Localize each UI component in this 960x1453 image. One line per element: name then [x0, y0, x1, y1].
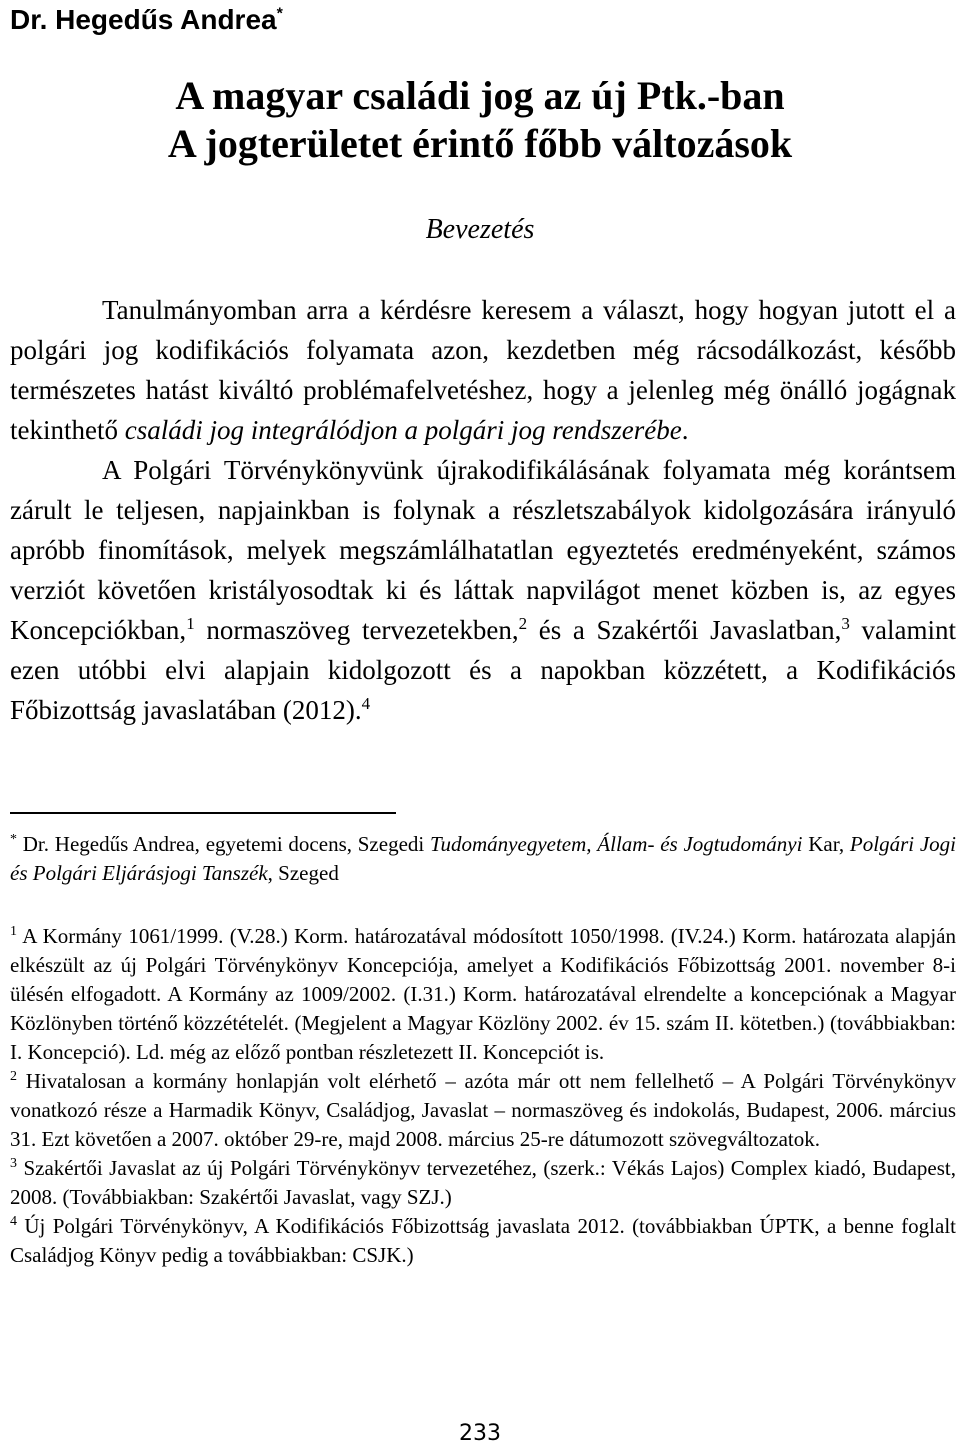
footnote-1-text: A Kormány 1061/1999. (V.28.) Korm. határozatával módosított 1050/1998. (IV.24.) Korm. határozata alapján elkészült az új Polgári Törvénykönyv Koncepciója, amelyet a Kodifikációs Főbizottság 2001. november 8-i ülésén elfogadott. A Kormány az 1009/2002. (I.31.) Korm. határozatával elrendelte a koncepciónak a Magyar Közlönyben történő közzétételét. (Megjelent a Magyar Közlöny 2002. év 15. szám II. kötetben.) (továbbiakban: I. Koncepció). Ld. még az előző pontban részletezett II. Koncepciót is. [10, 924, 956, 1064]
footnote-separator [10, 812, 396, 814]
section-heading: Bevezetés [425, 214, 535, 245]
footnote-1-number: 1 [10, 924, 17, 939]
paragraph-2 [10, 450, 956, 730]
footnote-ref-2[interactable]: 2 [518, 614, 528, 633]
page-number: 233 [459, 1421, 501, 1446]
footnote-author-text-e: , Szeged [267, 861, 339, 885]
footnote-ref-1[interactable]: 1 [186, 614, 195, 633]
footnote-2-text: Hivatalosan a kormány honlapján volt elérhető – azóta már ott nem fellelhető – A Polgári Törvénykönyv vonatkozó része a Harmadik Könyv, Családjog, Javaslat – normaszöveg és indokolás, Budapest, 2006. március 31. Ezt követően a 2007. október 29-re, majd 2008. március 25-re dátumozott szövegváltozatok. [10, 1069, 956, 1151]
footnote-3 [10, 1154, 956, 1212]
paragraph-2-text-c: és a Szakértői Javaslatban, [527, 615, 842, 645]
author-name: Dr. Hegedűs Andrea [10, 4, 277, 35]
footnote-ref-4[interactable]: 4 [361, 694, 371, 713]
paragraph-1-text: Tanulmányomban arra a kérdésre keresem a választ, hogy hogyan jutott el a polgári jog kodifikációs folyamata azon, kezdetben még rácsodálkozást, később természetes hatást kiváltó problémafelvetéshez, hogy a jelenleg még önálló jogágnak tekinthető [10, 295, 956, 445]
paragraph-2-text-d: valamint ezen utóbbi elvi alapjain kidolgozott és a napokban közzétett, a Kodifikációs Főbizottság javaslatában (2012). [10, 615, 957, 725]
footnote-author-department: Polgári Jogi és Polgári Eljárásjogi Tanszék [10, 832, 956, 885]
author-header [10, 2, 283, 38]
article-title [0, 72, 960, 168]
paragraph-1-italic-text: családi jog integrálódjon a polgári jog rendszerébe [124, 415, 682, 445]
footnote-1 [10, 922, 956, 1067]
author-footnote-marker[interactable]: * [276, 5, 283, 23]
footnote-author-text-c: Kar, [802, 832, 850, 856]
footnote-3-text: Szakértői Javaslat az új Polgári Törvénykönyv tervezetéhez, (szerk.: Vékás Lajos) Complex kiadó, Budapest, 2008. (Továbbiakban: Szakértői Javaslat, vagy SZJ.) [10, 1156, 956, 1209]
footnote-4-text: Új Polgári Törvénykönyv, A Kodifikációs Főbizottság javaslata 2012. (továbbiakban ÚPTK, a benne foglalt Családjog Könyv pedig a továbbiakban: CSJK.) [10, 1214, 956, 1267]
paragraph-1 [10, 290, 956, 450]
footnote-author-university: Tudományegyetem, Állam- és Jogtudományi [430, 832, 803, 856]
title-line-2: A jogterületet érintő főbb változások [167, 121, 793, 166]
title-line-1: A magyar családi jog az új Ptk.-ban [175, 73, 785, 118]
paragraph-2-text-a: A Polgári Törvénykönyvünk újrakodifikálásának folyamata még korántsem zárult le teljesen, napjainkban is folynak a részletszabályok kidolgozására irányuló apróbb finomítások, melyek megszámlálhatatlan egyeztetés eredményeként, számos verziót követően kristályosodtak ki és láttak napvilágot menet közben is, az egyes Koncepciókban, [10, 455, 956, 645]
footnote-author-marker: * [10, 832, 17, 847]
paragraph-1-end: . [681, 415, 689, 445]
footnote-4 [10, 1212, 956, 1270]
footnote-3-number: 3 [10, 1156, 17, 1171]
footnote-2-number: 2 [10, 1069, 17, 1084]
footnote-author-text-a: Dr. Hegedűs Andrea, egyetemi docens, Szegedi [17, 832, 430, 856]
footnotes [10, 830, 956, 1270]
footnote-2 [10, 1067, 956, 1154]
footnote-ref-3[interactable]: 3 [841, 614, 850, 633]
footnote-author [10, 830, 956, 888]
body-text [10, 290, 956, 730]
paragraph-2-text-b: normaszöveg tervezetekben, [194, 615, 519, 645]
footnote-4-number: 4 [10, 1214, 17, 1229]
